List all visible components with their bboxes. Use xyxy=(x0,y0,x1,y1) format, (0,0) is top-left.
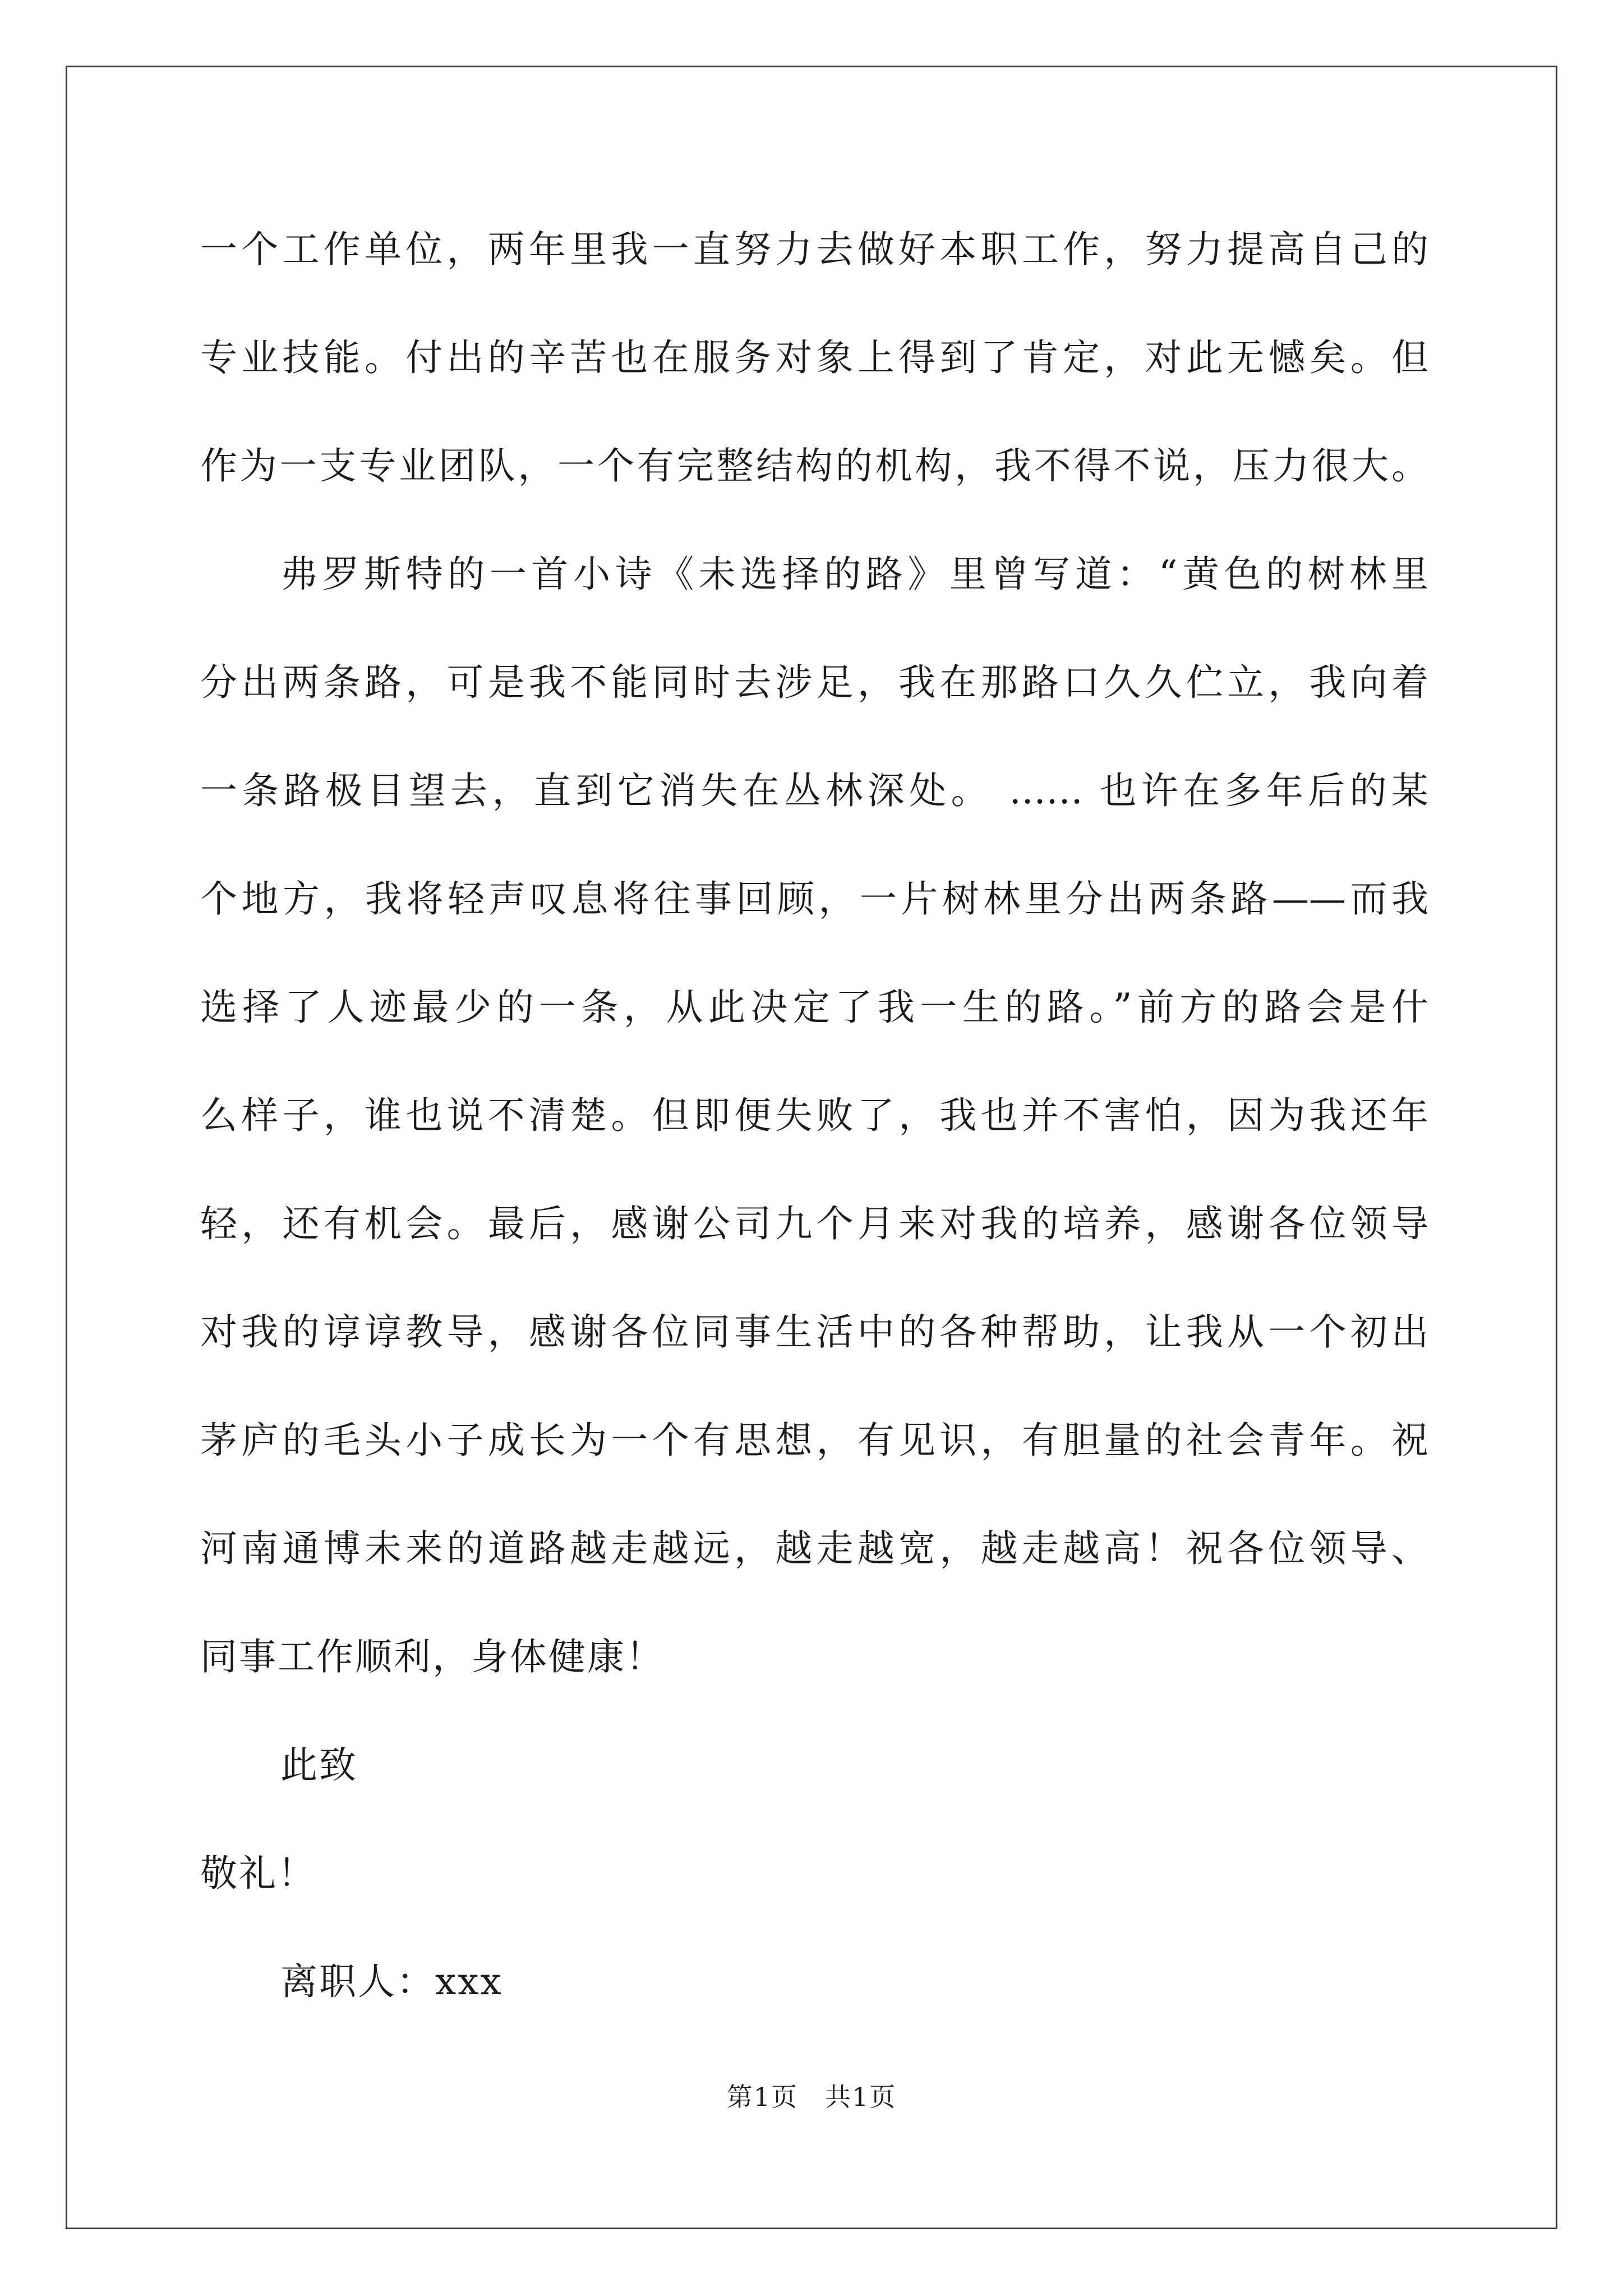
body-text-line: 对我的谆谆教导，感谢各位同事生活中的各种帮助，让我从一个初出 xyxy=(200,1310,1428,1354)
body-text-line: 选择了人迹最少的一条，从此决定了我一生的路。”前方的路会是什 xyxy=(200,986,1428,1029)
signature-line: 离职人：xxx xyxy=(280,1960,503,2003)
body-text-line: 专业技能。付出的辛苦也在服务对象上得到了肯定，对此无憾矣。但 xyxy=(200,336,1428,379)
body-text-line: 河南通博未来的道路越走越远，越走越宽，越走越高！祝各位领导、 xyxy=(200,1527,1428,1570)
body-text-line: 一条路极目望去，直到它消失在丛林深处。 …… 也许在多年后的某 xyxy=(200,769,1428,812)
closing-salutation: 此致 xyxy=(280,1743,358,1787)
body-text-line: 么样子，谁也说不清楚。但即便失败了，我也并不害怕，因为我还年 xyxy=(200,1094,1428,1137)
body-text-line: 作为一支专业团队，一个有完整结构的机构，我不得不说，压力很大。 xyxy=(200,444,1428,487)
body-text-line: 个地方，我将轻声叹息将往事回顾，一片树林里分出两条路——而我 xyxy=(200,877,1428,921)
body-text-line: 茅庐的毛头小子成长为一个有思想，有见识，有胆量的社会青年。祝 xyxy=(200,1419,1428,1462)
closing-regards: 敬礼！ xyxy=(200,1852,316,1895)
page-number: 第1页 共1页 xyxy=(726,2082,897,2112)
body-text-line: 一个工作单位，两年里我一直努力去做好本职工作，努力提高自己的 xyxy=(200,228,1428,271)
body-text-line: 弗罗斯特的一首小诗《未选择的路》里曾写道：“黄色的树林里 xyxy=(280,553,1428,596)
body-text-line: 分出两条路，可是我不能同时去涉足，我在那路口久久伫立，我向着 xyxy=(200,661,1428,704)
body-text-line: 同事工作顺利，身体健康！ xyxy=(200,1635,665,1678)
body-text-line: 轻，还有机会。最后，感谢公司九个月来对我的培养，感谢各位领导 xyxy=(200,1202,1428,1245)
page-border xyxy=(66,66,1557,2229)
